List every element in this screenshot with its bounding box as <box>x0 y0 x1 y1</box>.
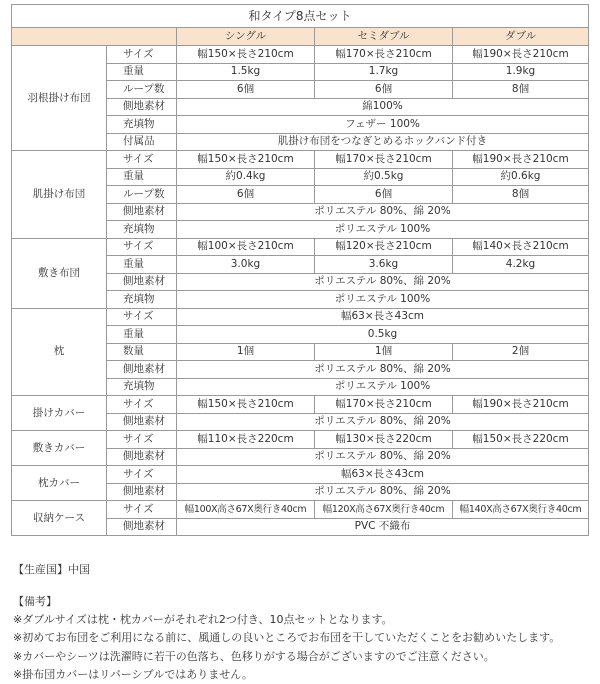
cell-value: 1.7kg <box>315 63 453 81</box>
attr-label: サイズ <box>107 151 177 169</box>
remark-line: ※掛布団カバーはリバーシブルではありません。 <box>13 667 253 681</box>
table-row <box>12 308 589 326</box>
category-feather-comforter: 羽根掛け布団 <box>12 46 107 151</box>
cell-value: 幅150×長さ220cm <box>453 431 589 449</box>
attr-label: 重量 <box>107 326 177 344</box>
cell-value-merged: 肌掛け布団をつなぎとめるホックバンド付き <box>177 133 589 151</box>
cell-value: 幅140X高さ67X奥行き40cm <box>453 501 589 519</box>
cell-value: 6個 <box>177 81 315 99</box>
cell-value: 幅100X高さ67X奥行き40cm <box>177 501 315 519</box>
remarks-list <box>13 611 560 684</box>
attr-label: 側地素材 <box>107 361 177 379</box>
cell-value-merged: ポリエステル 80%、綿 20% <box>177 273 589 291</box>
cell-value: 1.5kg <box>177 63 315 81</box>
cell-value-merged: ポリエステル 80%、綿 20% <box>177 483 589 501</box>
cell-value: 6個 <box>315 186 453 204</box>
cell-value: 8個 <box>453 186 589 204</box>
category-mattress-futon: 敷き布団 <box>12 238 107 308</box>
attr-label: サイズ <box>107 396 177 414</box>
header-single: シングル <box>177 28 315 46</box>
cell-value: 幅110×長さ220cm <box>177 431 315 449</box>
cell-value: 1.9kg <box>453 63 589 81</box>
cell-value-merged: PVC 不織布 <box>177 518 589 536</box>
header-semi-double: セミダブル <box>315 28 453 46</box>
attr-label: 充填物 <box>107 291 177 309</box>
cell-value-merged: 綿100% <box>177 98 589 116</box>
cell-value: 約0.4kg <box>177 168 315 186</box>
attr-label: サイズ <box>107 501 177 519</box>
cell-value: 3.6kg <box>315 256 453 274</box>
header-row <box>12 28 589 46</box>
attr-label: 側地素材 <box>107 98 177 116</box>
attr-label: 側地素材 <box>107 483 177 501</box>
cell-value: 8個 <box>453 81 589 99</box>
attr-label: 充填物 <box>107 378 177 396</box>
attr-label: ループ数 <box>107 186 177 204</box>
attr-label: 付属品 <box>107 133 177 151</box>
attr-label: 数量 <box>107 343 177 361</box>
attr-label: 重量 <box>107 63 177 81</box>
category-pillow: 枕 <box>12 308 107 396</box>
table-row <box>12 396 589 414</box>
remark-line: ※カバーやシーツは洗濯時に若干の色落ち、色移りがする場合がございますのでご注意ください。 <box>13 649 495 663</box>
cell-value: 幅150×長さ210cm <box>177 151 315 169</box>
remarks-heading: 【備考】 <box>13 595 57 608</box>
cell-value: 幅100×長さ210cm <box>177 238 315 256</box>
attr-label: 側地素材 <box>107 273 177 291</box>
cell-value-merged: ポリエステル 80%、綿 20% <box>177 413 589 431</box>
cell-value: 幅120×長さ210cm <box>315 238 453 256</box>
attr-label: 重量 <box>107 256 177 274</box>
attr-label: 充填物 <box>107 221 177 239</box>
attr-label: 充填物 <box>107 116 177 134</box>
table-row <box>12 238 589 256</box>
attr-label: 側地素材 <box>107 413 177 431</box>
header-blank <box>12 28 177 46</box>
table-row <box>12 431 589 449</box>
attr-label: サイズ <box>107 46 177 64</box>
header-double: ダブル <box>453 28 589 46</box>
cell-value-merged: ポリエステル 80%、綿 20% <box>177 361 589 379</box>
cell-value: 幅190×長さ210cm <box>453 396 589 414</box>
cell-value-merged: フェザー 100% <box>177 116 589 134</box>
attr-label: サイズ <box>107 466 177 484</box>
cell-value: 幅130×長さ220cm <box>315 431 453 449</box>
cell-value: 2個 <box>453 343 589 361</box>
cell-value-merged: ポリエステル 80%、綿 20% <box>177 448 589 466</box>
table-row <box>12 501 589 519</box>
cell-value: 1個 <box>315 343 453 361</box>
category-mattress-cover: 敷きカバー <box>12 431 107 466</box>
category-pillow-cover: 枕カバー <box>12 466 107 501</box>
category-light-comforter: 肌掛け布団 <box>12 151 107 239</box>
cell-value: 幅150×長さ210cm <box>177 46 315 64</box>
cell-value-merged: ポリエステル 100% <box>177 378 589 396</box>
table-title: 和タイプ8点セット <box>12 5 589 28</box>
cell-value: 幅190×長さ210cm <box>453 151 589 169</box>
table-row <box>12 466 589 484</box>
cell-value: 幅120X高さ67X奥行き40cm <box>315 501 453 519</box>
attr-label: 重量 <box>107 168 177 186</box>
cell-value: 幅190×長さ210cm <box>453 46 589 64</box>
attr-label: 側地素材 <box>107 203 177 221</box>
attr-label: サイズ <box>107 431 177 449</box>
attr-label: 側地素材 <box>107 448 177 466</box>
cell-value: 6個 <box>177 186 315 204</box>
cell-value-merged: ポリエステル 100% <box>177 291 589 309</box>
attr-label: サイズ <box>107 238 177 256</box>
spec-table <box>11 4 589 536</box>
cell-value: 6個 <box>315 81 453 99</box>
cell-value-merged: ポリエステル 100% <box>177 221 589 239</box>
cell-value: 1個 <box>177 343 315 361</box>
cell-value: 約0.5kg <box>315 168 453 186</box>
cell-value-merged: ポリエステル 80%、綿 20% <box>177 203 589 221</box>
attr-label: 側地素材 <box>107 518 177 536</box>
cell-value: 幅140×長さ210cm <box>453 238 589 256</box>
cell-value-merged: 0.5kg <box>177 326 589 344</box>
cell-value: 幅170×長さ210cm <box>315 151 453 169</box>
category-comforter-cover: 掛けカバー <box>12 396 107 431</box>
remark-line: ※ダブルサイズは枕・枕カバーがそれぞれ2つ付き、10点セットとなります。 <box>13 613 393 626</box>
table-row <box>12 46 589 64</box>
cell-value-merged: 幅63×長さ43cm <box>177 466 589 484</box>
cell-value: 幅170×長さ210cm <box>315 396 453 414</box>
country-of-origin: 【生産国】中国 <box>13 563 90 576</box>
cell-value: 約0.6kg <box>453 168 589 186</box>
table-row <box>12 151 589 169</box>
attr-label: サイズ <box>107 308 177 326</box>
attr-label: ループ数 <box>107 81 177 99</box>
cell-value: 幅150×長さ210cm <box>177 396 315 414</box>
category-storage-case: 収納ケース <box>12 501 107 536</box>
cell-value-merged: 幅63×長さ43cm <box>177 308 589 326</box>
cell-value: 4.2kg <box>453 256 589 274</box>
remark-line: ※初めてお布団をご利用になる前に、風通しの良いところでお布団を干していただくことをお勧めいたします。 <box>13 631 561 645</box>
cell-value: 幅170×長さ210cm <box>315 46 453 64</box>
cell-value: 3.0kg <box>177 256 315 274</box>
